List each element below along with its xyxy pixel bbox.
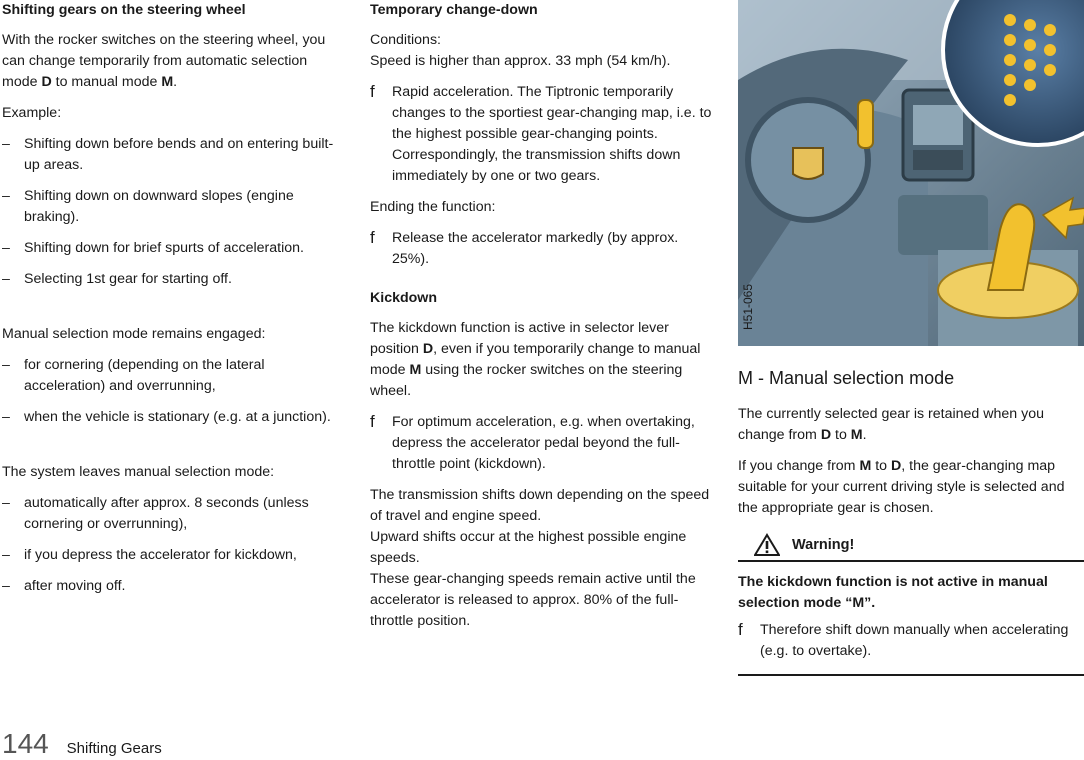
conditions: Conditions: Speed is higher than approx. 33 mph (54 km/h). <box>370 32 671 69</box>
warning-header <box>738 533 1084 562</box>
step-rapid-acceleration: f Rapid acceleration. The Tiptronic temporarily changes to the sportiest gear-changing map, i.e. to the highest possible gear-changing points. Correspondingly, the transmission shifts down immediately by one or two gears. <box>370 82 712 184</box>
list-item: – when the vehicle is stationary (e.g. at a junction). <box>2 407 342 428</box>
heading-temporary-change-down: Temporary change-down <box>370 2 538 18</box>
remain-paragraph: These gear-changing speeds remain active until the accelerator is released to approx. 80% of the full-throttle position. <box>370 571 696 629</box>
page-number: 144 <box>2 728 49 759</box>
warning-text: The kickdown function is not active in manual selection mode “M”. <box>738 574 1048 611</box>
warning-divider <box>738 674 1084 676</box>
step-bullet-icon: f <box>738 620 743 639</box>
warning-triangle-icon <box>754 533 780 557</box>
list-item: – automatically after approx. 8 seconds (unless cornering or overrunning), <box>2 493 342 535</box>
list-item: – Selecting 1st gear for starting off. <box>2 269 342 290</box>
list-item: – if you depress the accelerator for kickdown, <box>2 545 342 566</box>
column-left <box>2 0 342 607</box>
step-shift-down-manually: f Therefore shift down manually when accelerating (e.g. to overtake). <box>738 620 1069 659</box>
retained-paragraph: The currently selected gear is retained when you change from D to M. <box>738 406 1044 443</box>
column-right <box>738 0 1084 676</box>
shift-paragraph: The transmission shifts down depending on the speed of travel and engine speed. <box>370 487 710 524</box>
step-bullet-icon: f <box>370 82 375 101</box>
list-item: – for cornering (depending on the lateral acceleration) and overrunning, <box>2 355 342 397</box>
list-item: – Shifting down on downward slopes (engine braking). <box>2 186 342 228</box>
list-item: – Shifting down before bends and on entering built-up areas. <box>2 134 342 176</box>
step-kickdown: f For optimum acceleration, e.g. when overtaking, depress the accelerator pedal beyond the full-throttle point (kickdown). <box>370 412 695 472</box>
example-label: Example: <box>2 105 62 121</box>
step-release-accelerator: f Release the accelerator markedly (by approx. 25%). <box>370 228 679 267</box>
page-footer <box>2 728 162 760</box>
upward-paragraph: Upward shifts occur at the highest possible engine speeds. <box>370 529 687 566</box>
list-item: – Shifting down for brief spurts of acceleration. <box>2 238 342 259</box>
step-bullet-icon: f <box>370 412 375 431</box>
leaves-label: The system leaves manual selection mode: <box>2 464 275 480</box>
cockpit-illustration <box>738 0 1084 346</box>
column-middle <box>370 0 715 642</box>
figure-code: H51-065 <box>741 283 755 330</box>
intro-paragraph: With the rocker switches on the steering wheel, you can change temporarily from automatic selection mode D to manual mode M. <box>2 32 326 90</box>
warning-label: Warning! <box>792 536 855 553</box>
kickdown-paragraph: The kickdown function is active in selector lever position D, even if you temporarily change to manual mode M using the rocker switches on the steering wheel. <box>370 320 701 399</box>
section-title-manual-mode: M - Manual selection mode <box>738 368 955 388</box>
heading-kickdown: Kickdown <box>370 290 438 306</box>
ending-label: Ending the function: <box>370 199 496 215</box>
list-item: – after moving off. <box>2 576 342 597</box>
step-bullet-icon: f <box>370 228 375 247</box>
remains-label: Manual selection mode remains engaged: <box>2 326 266 342</box>
change-paragraph: If you change from M to D, the gear-changing map suitable for your current driving style is selected and the appropriate gear is chosen. <box>738 458 1065 516</box>
heading-steering-wheel: Shifting gears on the steering wheel <box>2 2 246 18</box>
footer-title: Shifting Gears <box>66 740 162 757</box>
